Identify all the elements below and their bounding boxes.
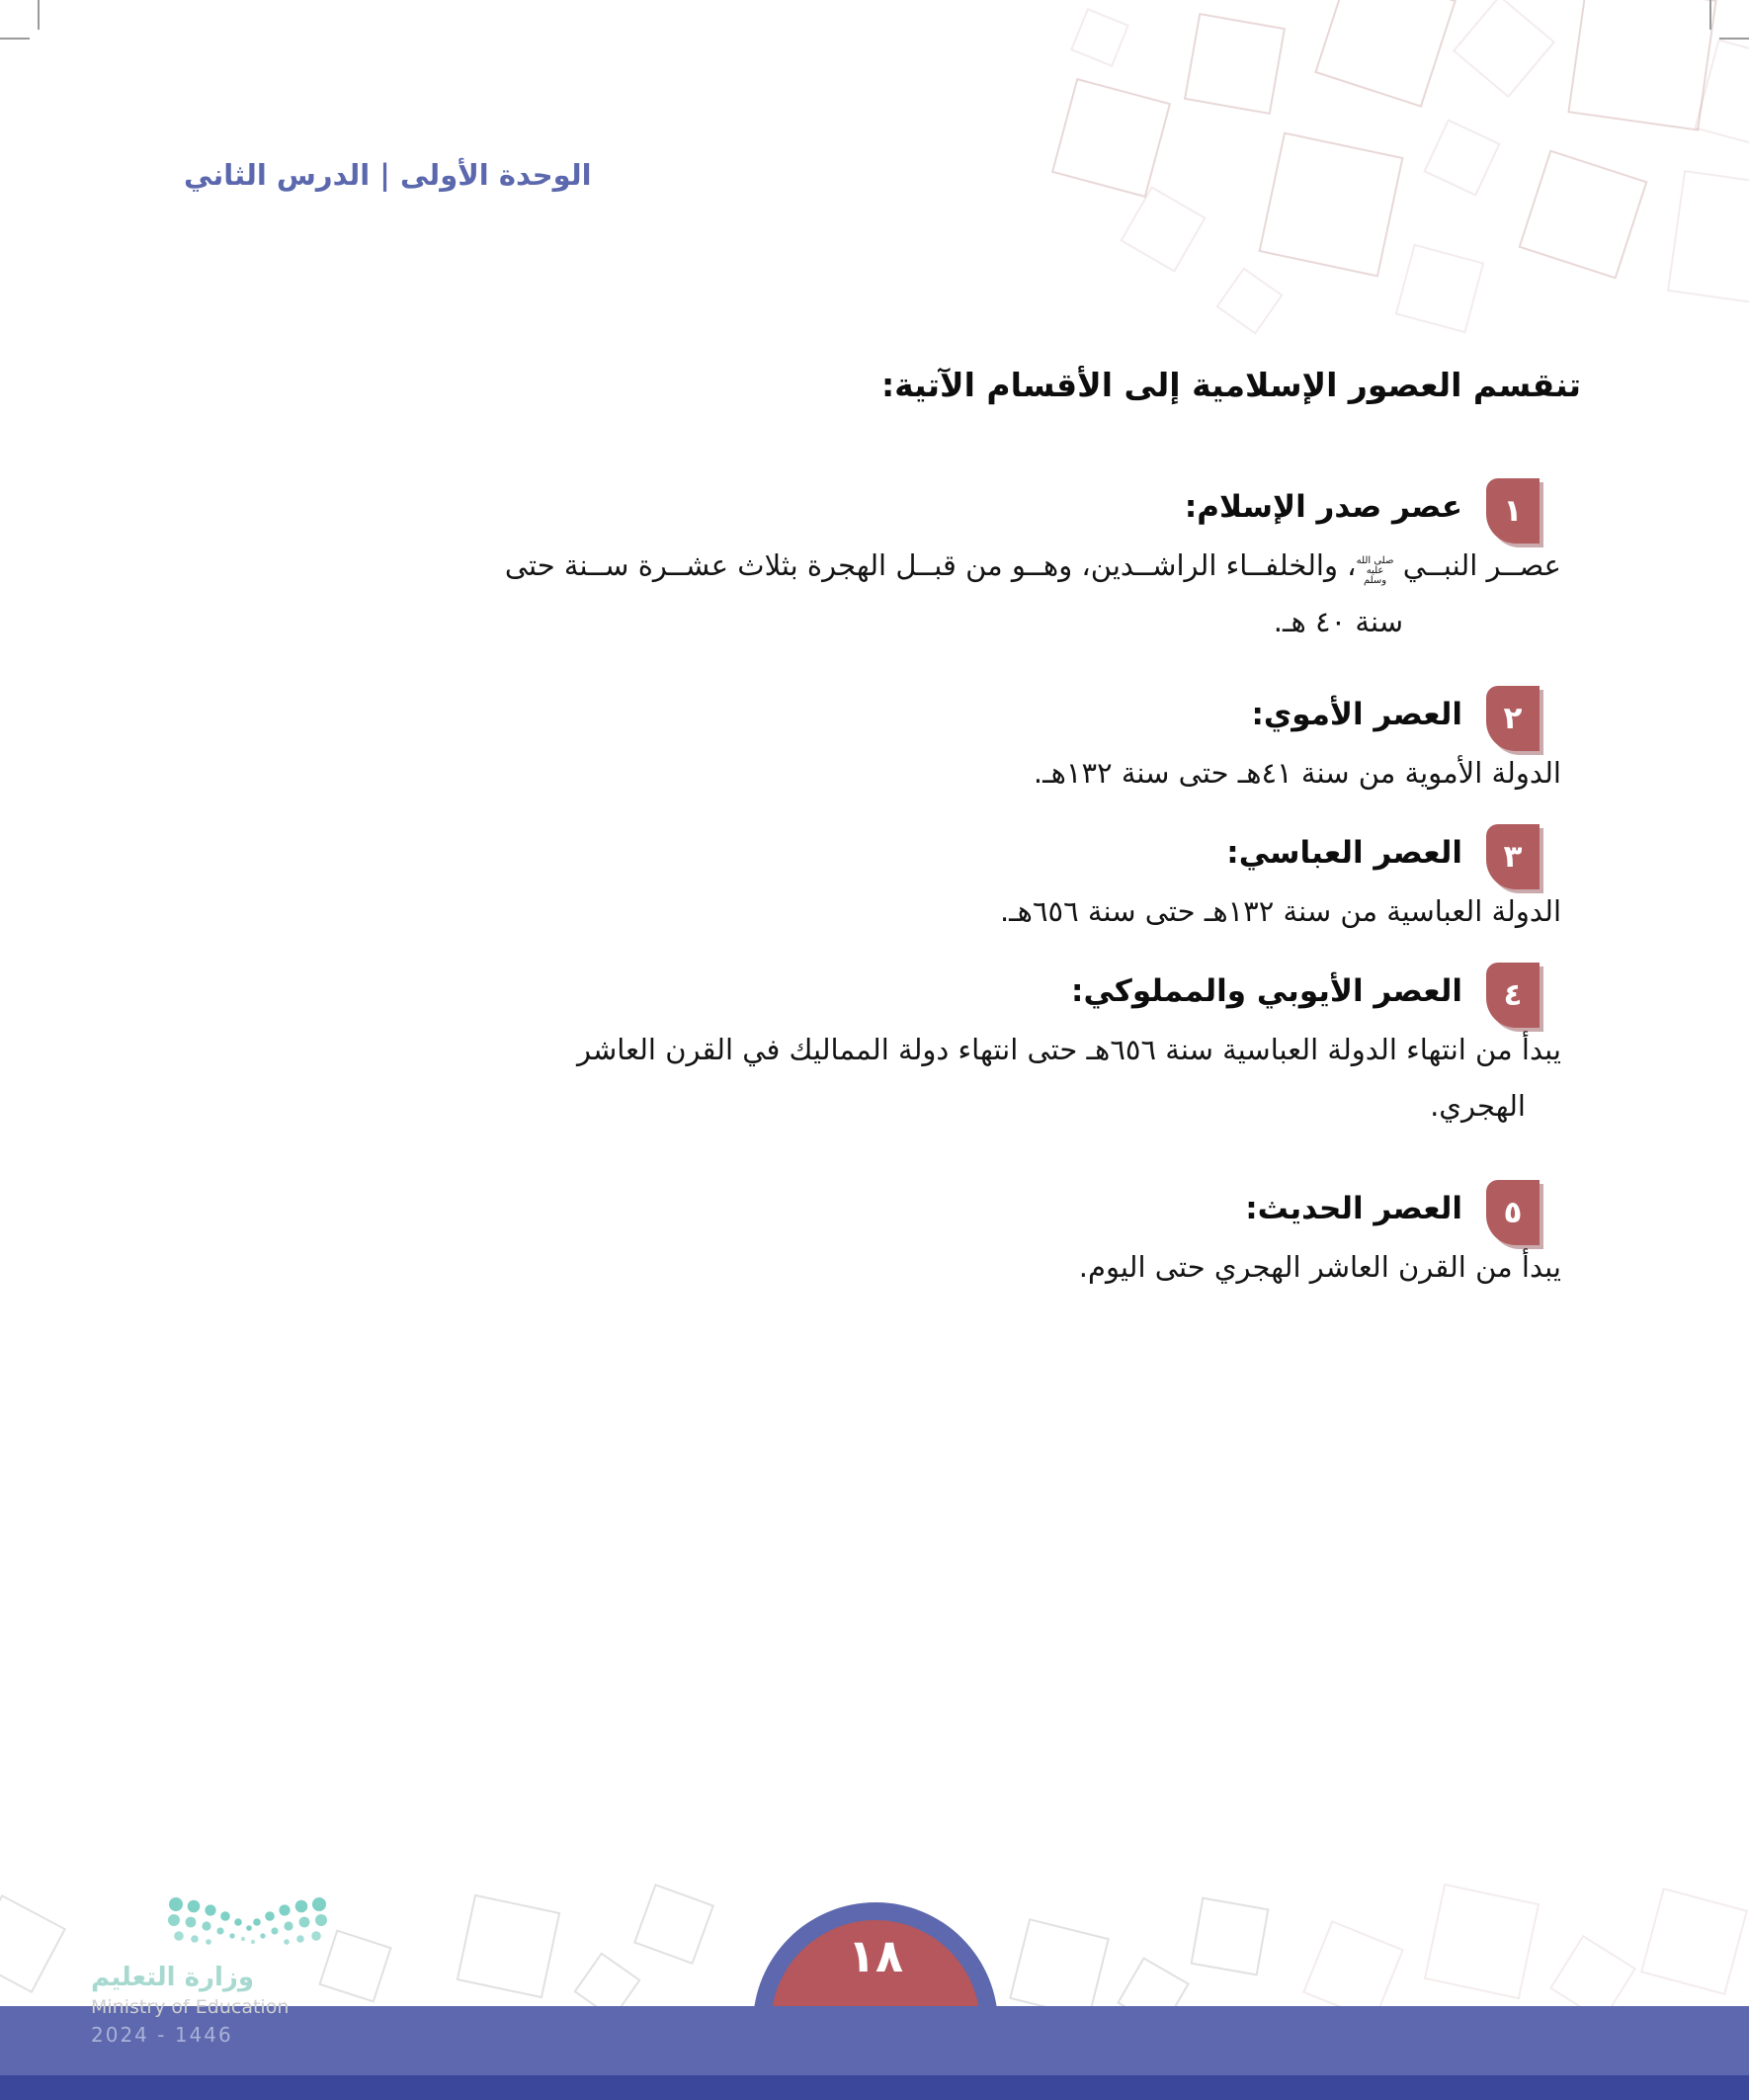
section-number: ٢ (1503, 701, 1523, 736)
section-title: العصر الأيوبي والمملوكي: (1071, 973, 1462, 1009)
body-text: عصــر النبــي (1393, 548, 1561, 582)
section-number: ٥ (1503, 1195, 1523, 1230)
section-title: العصر الحديث: (1245, 1191, 1462, 1226)
body-text: ، والخلفــاء الراشــدين، وهــو من قبــل الهجرة بثلاث عشــرة ســنة حتى (504, 548, 1357, 582)
section-number-badge (1486, 478, 1540, 544)
section-modern (148, 1178, 1561, 1296)
ministry-logo-icon (166, 1895, 329, 1951)
section-title: العصر الأموي: (1251, 697, 1462, 732)
section-number-badge (1486, 963, 1540, 1028)
page-number: ١٨ (847, 1929, 904, 1982)
section-umayyad (148, 684, 1561, 801)
section-number: ٤ (1503, 977, 1523, 1013)
section-number-badge (1486, 686, 1540, 751)
section-title: عصر صدر الإسلام: (1184, 489, 1462, 525)
body-text: سنة ٤٠ هـ. (1273, 605, 1403, 638)
ministry-name-english: Ministry of Education (91, 1996, 290, 2018)
footer-dark-strip (0, 2075, 1749, 2100)
section-body (148, 538, 1561, 650)
pbuh-seal: صلى الله عليه وسلم (1356, 555, 1394, 586)
crop-mark (0, 38, 30, 40)
ministry-name-arabic: وزارة التعليم (91, 1963, 254, 1992)
body-text: يبدأ من انتهاء الدولة العباسية سنة ٦٥٦هـ حتى انتهاء دولة المماليك في القرن العاشر (576, 1033, 1561, 1066)
body-text: الدولة العباسية من سنة ١٣٢هـ حتى سنة ٦٥٦هـ. (999, 894, 1561, 928)
section-title: العصر العباسي: (1226, 835, 1462, 871)
crop-mark (1719, 38, 1749, 40)
section-body (148, 1022, 1561, 1134)
section-body (148, 745, 1561, 801)
body-text: يبدأ من القرن العاشر الهجري حتى اليوم. (1078, 1250, 1561, 1284)
section-abbasid (148, 822, 1561, 940)
section-number-badge (1486, 824, 1540, 889)
section-body (148, 883, 1561, 940)
section-early-islam (148, 476, 1561, 650)
section-number: ١ (1503, 493, 1523, 529)
page-title: تنقسم العصور الإسلامية إلى الأقسام الآتية: (880, 366, 1581, 404)
crop-mark (38, 0, 40, 30)
breadcrumb: الوحدة الأولى | الدرس الثاني (184, 158, 592, 192)
body-text: الدولة الأموية من سنة ٤١هـ حتى سنة ١٣٢هـ. (1033, 756, 1561, 790)
section-body (148, 1239, 1561, 1296)
body-text: الهجري. (1430, 1089, 1526, 1123)
section-number-badge (1486, 1180, 1540, 1245)
edition-years: 2024 - 1446 (91, 2023, 233, 2047)
section-number: ٣ (1503, 839, 1523, 875)
section-ayyubid-mamluk (148, 961, 1561, 1134)
